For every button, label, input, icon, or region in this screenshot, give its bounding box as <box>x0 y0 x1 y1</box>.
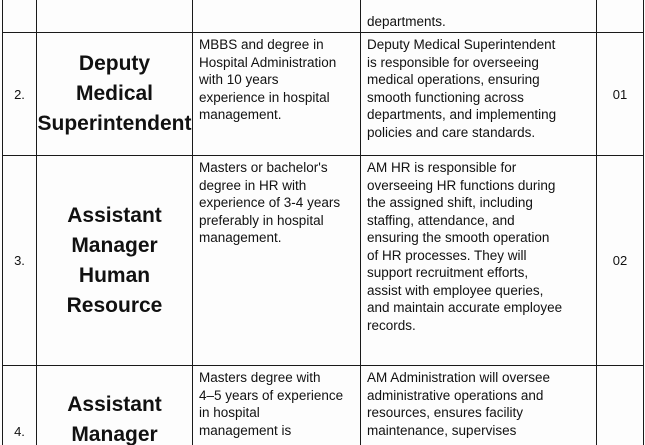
qualification-line: experience of 3-4 years <box>199 195 341 210</box>
post-title-line: Deputy <box>78 52 151 75</box>
description-line: maintenance, supervises <box>367 422 517 438</box>
post-count-cell <box>597 366 644 445</box>
description-line: AM Administration will oversee <box>367 370 551 385</box>
job-description-cell <box>361 366 597 445</box>
description-line: AM HR is responsible for <box>367 160 517 175</box>
qualification-cell <box>193 0 361 33</box>
description-line: is responsible for overseeing <box>367 54 539 70</box>
description-line: departments. <box>367 13 446 29</box>
description-line: the assigned shift, including <box>367 195 533 210</box>
serial-number-cell: 4. <box>3 366 37 445</box>
post-title-line: Assistant <box>67 203 162 227</box>
job-description-cell <box>361 156 597 366</box>
table-row <box>3 0 644 33</box>
description-line: support recruitment efforts, <box>367 265 529 280</box>
description-line: medical operations, ensuring <box>367 72 540 87</box>
post-title-cell <box>37 33 193 156</box>
job-positions-table <box>2 0 644 445</box>
post-count-cell: 02 <box>597 156 644 366</box>
description-line: staffing, attendance, and <box>367 212 515 228</box>
qualification-line: preferably in hospital <box>199 212 324 228</box>
serial-number-cell: 3. <box>3 156 37 366</box>
post-title-line: Human <box>78 263 151 287</box>
serial-number-cell: 2. <box>3 33 37 156</box>
post-title-line: Medical <box>75 82 154 105</box>
post-title-line: Superintendent <box>37 112 192 135</box>
table-row <box>3 156 644 366</box>
table-row <box>3 366 644 445</box>
qualification-line: Masters or bachelor's <box>199 160 328 175</box>
post-title-line: Resource <box>66 293 163 317</box>
table-row <box>3 33 644 156</box>
qualification-cell <box>193 33 361 156</box>
description-line: ensuring the smooth operation <box>367 230 550 245</box>
post-title-cell <box>37 0 193 33</box>
description-line: smooth functioning across <box>367 89 524 105</box>
description-line: and maintain accurate employee <box>367 300 563 315</box>
description-line: overseeing HR functions during <box>367 177 556 193</box>
qualification-line: with 10 years <box>199 72 279 87</box>
description-line: assist with employee queries, <box>367 282 544 298</box>
post-title-cell <box>37 156 193 366</box>
post-title-line: Manager <box>71 233 158 257</box>
post-count-cell <box>597 0 644 33</box>
qualification-line: management. <box>199 107 282 122</box>
post-title-line: Manager <box>71 423 158 445</box>
qualification-cell <box>193 156 361 366</box>
qualification-line: experience in hospital <box>199 89 330 105</box>
qualification-cell <box>193 366 361 445</box>
job-description-cell <box>361 0 597 33</box>
description-line: policies and care standards. <box>367 124 536 140</box>
post-title-cell <box>37 366 193 445</box>
qualification-line: in hospital <box>199 405 260 420</box>
serial-number-cell <box>3 0 37 33</box>
description-line: administrative operations and <box>367 387 544 403</box>
qualification-line: Hospital Administration <box>199 54 337 70</box>
qualification-line: MBBS and degree in <box>199 37 324 52</box>
qualification-line: management is <box>199 422 292 438</box>
qualification-line: Masters degree with <box>199 370 321 385</box>
description-line: records. <box>367 317 416 333</box>
job-description-cell <box>361 33 597 156</box>
qualification-line: management. <box>199 230 282 245</box>
description-line: of HR processes. They will <box>367 247 527 263</box>
description-line: departments, and implementing <box>367 107 557 122</box>
description-line: resources, ensures facility <box>367 405 524 420</box>
post-count-cell: 01 <box>597 33 644 156</box>
description-line: Deputy Medical Superintendent <box>367 37 556 52</box>
post-title-line: Assistant <box>67 393 162 416</box>
qualification-line: degree in HR with <box>199 177 307 193</box>
qualification-line: 4–5 years of experience <box>199 387 344 403</box>
